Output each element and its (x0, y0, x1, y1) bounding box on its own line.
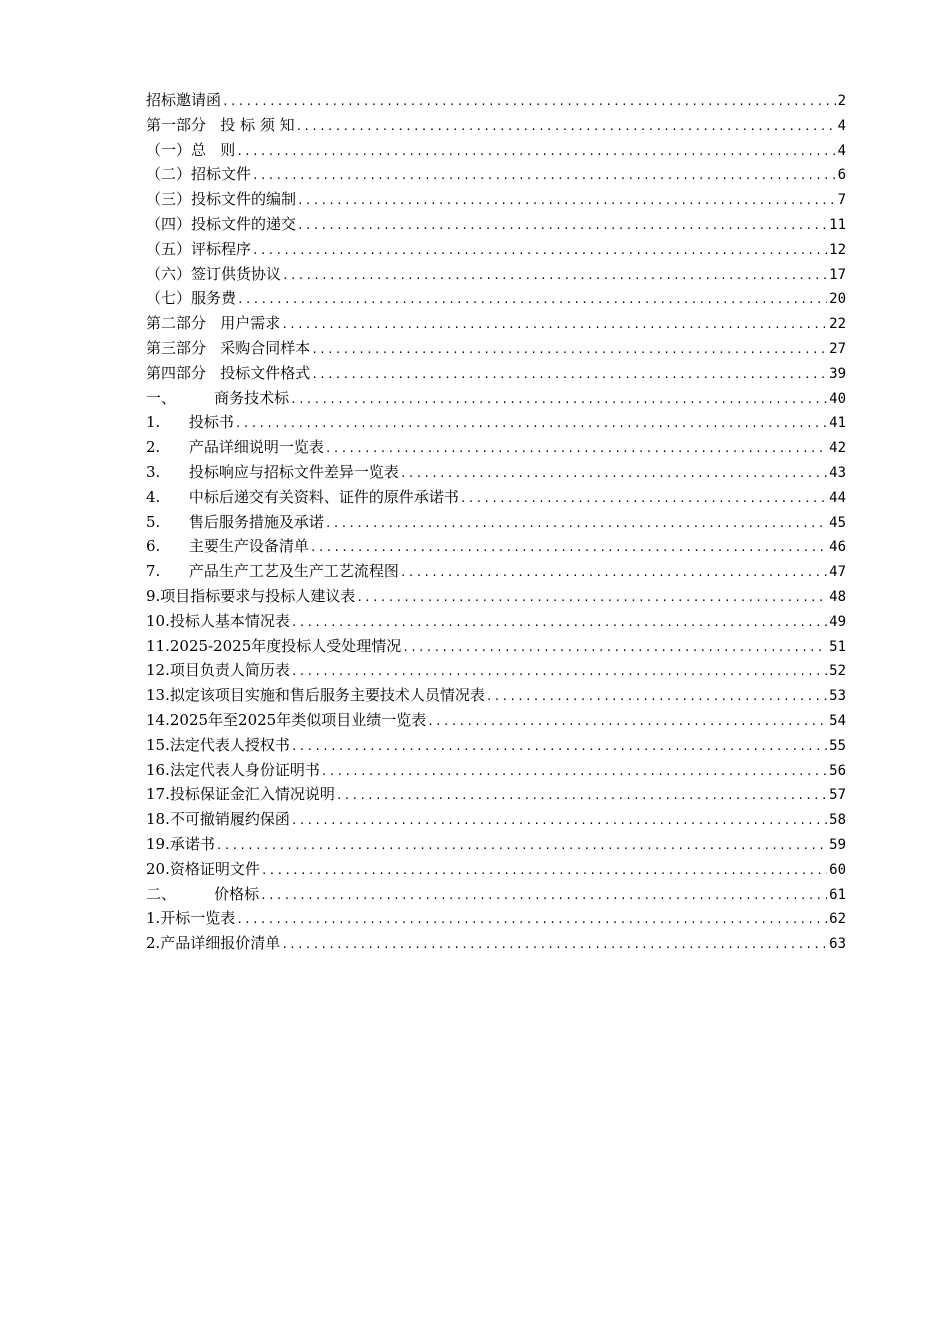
toc-entry-title: 6. 主要生产设备清单 (146, 537, 309, 556)
toc-entry-title: 第四部分 投标文件格式 (146, 363, 311, 382)
toc-entry-title: 7. 产品生产工艺及生产工艺流程图 (146, 562, 399, 581)
toc-entry[interactable] (146, 386, 846, 411)
toc-entry-page: 47 (829, 564, 846, 581)
toc-entry-title: （五）评标程序 (146, 239, 252, 258)
toc-entry-title: 第一部分 投 标 须 知 (146, 115, 295, 134)
toc-entry-page: 6 (837, 167, 846, 184)
toc-entry-title: 20.资格证明文件 (146, 859, 260, 878)
toc-entry-page: 11 (829, 216, 846, 233)
toc-entry[interactable] (146, 286, 846, 311)
toc-entry-title: 18.不可撤销履约保函 (146, 810, 290, 829)
toc-dot-leader (297, 214, 827, 239)
toc-entry[interactable] (146, 758, 846, 783)
toc-entry-page: 40 (829, 390, 846, 407)
toc-dot-leader (427, 710, 827, 735)
toc-entry-title: 第三部分 采购合同样本 (146, 338, 311, 357)
toc-entry-page: 55 (829, 737, 846, 754)
toc-entry[interactable] (146, 832, 846, 857)
toc-entry-page: 46 (829, 539, 846, 556)
toc-entry-page: 49 (829, 613, 846, 630)
toc-dot-leader (236, 140, 835, 165)
toc-entry-title: 16.法定代表人身份证明书 (146, 760, 320, 779)
toc-dot-leader (460, 487, 827, 512)
toc-dot-leader (321, 760, 827, 785)
toc-entry-page: 17 (829, 266, 846, 283)
toc-dot-leader (296, 115, 836, 140)
toc-entry[interactable] (146, 683, 846, 708)
toc-dot-leader (486, 685, 827, 710)
toc-dot-leader (311, 363, 827, 388)
toc-entry[interactable] (146, 485, 846, 510)
toc-dot-leader (237, 288, 827, 313)
toc-entry-page: 57 (829, 787, 846, 804)
toc-entry-page: 63 (829, 936, 846, 953)
toc-dot-leader (291, 735, 827, 760)
toc-entry-title: 1.开标一览表 (146, 909, 236, 928)
toc-entry-page: 4 (837, 142, 846, 159)
toc-entry[interactable] (146, 113, 846, 138)
toc-dot-leader (216, 834, 827, 859)
toc-entry-title: （三）投标文件的编制 (146, 190, 297, 209)
toc-dot-leader (297, 189, 836, 214)
toc-entry[interactable] (146, 708, 846, 733)
toc-entry[interactable] (146, 212, 846, 237)
toc-entry[interactable] (146, 584, 846, 609)
toc-entry-page: 60 (829, 861, 846, 878)
toc-entry[interactable] (146, 857, 846, 882)
toc-entry[interactable] (146, 262, 846, 287)
toc-dot-leader (235, 412, 827, 437)
toc-entry[interactable] (146, 460, 846, 485)
toc-dot-leader (291, 611, 827, 636)
toc-dot-leader (325, 437, 827, 462)
toc-entry[interactable] (146, 187, 846, 212)
toc-entry-page: 61 (829, 886, 846, 903)
toc-entry[interactable] (146, 138, 846, 163)
toc-entry-title: 第二部分 用户需求 (146, 314, 281, 333)
toc-dot-leader (291, 660, 827, 685)
toc-entry-title: 4. 中标后递交有关资料、证件的原件承诺书 (146, 487, 459, 506)
toc-entry[interactable] (146, 931, 846, 956)
toc-dot-leader (282, 264, 827, 289)
toc-entry-page: 41 (829, 415, 846, 432)
toc-entry-title: 5. 售后服务措施及承诺 (146, 512, 324, 531)
toc-entry-page: 54 (829, 712, 846, 729)
toc-entry-title: 17.投标保证金汇入情况说明 (146, 785, 335, 804)
toc-entry[interactable] (146, 162, 846, 187)
toc-dot-leader (336, 784, 827, 809)
toc-entry-title: 13.拟定该项目实施和售后服务主要技术人员情况表 (146, 686, 485, 705)
toc-dot-leader (290, 388, 827, 413)
toc-entry-page: 45 (829, 514, 846, 531)
toc-dot-leader (400, 462, 827, 487)
toc-entry-page: 59 (829, 836, 846, 853)
toc-entry[interactable] (146, 237, 846, 262)
toc-entry-title: 9.项目指标要求与投标人建议表 (146, 586, 356, 605)
toc-entry[interactable] (146, 634, 846, 659)
toc-entry-page: 39 (829, 365, 846, 382)
toc-entry-title: 2. 产品详细说明一览表 (146, 438, 324, 457)
table-of-contents (146, 88, 846, 956)
toc-entry-page: 56 (829, 762, 846, 779)
toc-dot-leader (310, 536, 827, 561)
toc-entry-page: 51 (829, 638, 846, 655)
toc-dot-leader (252, 239, 827, 264)
toc-entry-page: 53 (829, 688, 846, 705)
toc-entry[interactable] (146, 311, 846, 336)
toc-entry[interactable] (146, 658, 846, 683)
toc-entry-title: 14.2025年至2025年类似项目业绩一览表 (146, 710, 427, 729)
toc-dot-leader (236, 908, 827, 933)
toc-entry[interactable] (146, 882, 846, 907)
toc-entry[interactable] (146, 906, 846, 931)
toc-entry-page: 58 (829, 812, 846, 829)
toc-entry[interactable] (146, 410, 846, 435)
toc-entry[interactable] (146, 88, 846, 113)
toc-entry-page: 4 (837, 117, 846, 134)
toc-dot-leader (311, 338, 827, 363)
toc-dot-leader (261, 859, 827, 884)
toc-entry-page: 42 (829, 440, 846, 457)
toc-dot-leader (400, 561, 827, 586)
toc-entry-page: 43 (829, 464, 846, 481)
toc-entry-page: 2 (837, 93, 846, 109)
toc-dot-leader (281, 933, 827, 958)
toc-entry[interactable] (146, 782, 846, 807)
toc-entry-page: 22 (829, 316, 846, 333)
toc-entry[interactable] (146, 510, 846, 535)
toc-dot-leader (281, 313, 827, 338)
toc-entry[interactable] (146, 336, 846, 361)
toc-entry-title: （六）签订供货协议 (146, 264, 282, 283)
toc-entry[interactable] (146, 733, 846, 758)
toc-dot-leader (252, 164, 836, 189)
toc-entry-title: 19.承诺书 (146, 834, 215, 853)
toc-entry-title: 11.2025-2025年度投标人受处理情况 (146, 636, 402, 655)
toc-entry-title: （二）招标文件 (146, 165, 252, 184)
toc-entry-page: 20 (829, 291, 846, 308)
toc-entry[interactable] (146, 807, 846, 832)
toc-entry-page: 62 (829, 911, 846, 928)
toc-entry-page: 44 (829, 489, 846, 506)
toc-entry-title: 10.投标人基本情况表 (146, 611, 290, 630)
toc-entry[interactable] (146, 559, 846, 584)
toc-entry-title: 2.产品详细报价清单 (146, 934, 281, 953)
toc-dot-leader (222, 90, 836, 115)
toc-entry-title: 3. 投标响应与招标文件差异一览表 (146, 462, 399, 481)
toc-dot-leader (325, 512, 827, 537)
toc-dot-leader (291, 809, 827, 834)
toc-entry[interactable] (146, 609, 846, 634)
toc-entry[interactable] (146, 534, 846, 559)
toc-dot-leader (402, 636, 827, 661)
toc-entry-page: 48 (829, 588, 846, 605)
toc-entry[interactable] (146, 435, 846, 460)
toc-entry-title: 15.法定代表人授权书 (146, 735, 290, 754)
toc-entry-title: 二、 价格标 (146, 884, 260, 903)
toc-entry-page: 52 (829, 663, 846, 680)
toc-entry-title: 12.项目负责人简历表 (146, 661, 290, 680)
toc-entry[interactable] (146, 361, 846, 386)
toc-entry-title: 招标邀请函 (146, 91, 222, 109)
toc-entry-title: （四）投标文件的递交 (146, 214, 297, 233)
toc-entry-page: 12 (829, 241, 846, 258)
toc-entry-title: 一、 商务技术标 (146, 388, 290, 407)
toc-entry-page: 27 (829, 340, 846, 357)
toc-entry-title: （一）总 则 (146, 140, 236, 159)
toc-dot-leader (260, 884, 827, 909)
toc-dot-leader (356, 586, 827, 611)
toc-entry-title: （七）服务费 (146, 289, 237, 308)
toc-entry-title: 1. 投标书 (146, 413, 234, 432)
toc-entry-page: 7 (837, 192, 846, 209)
